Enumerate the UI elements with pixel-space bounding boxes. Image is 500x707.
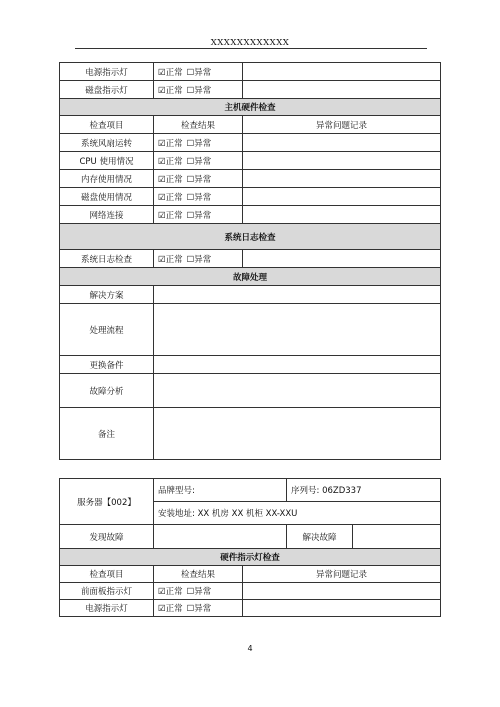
col-header-issue: 异常问题记录 [243,566,441,583]
abnormal-checkbox[interactable]: ☐异常 [186,210,212,221]
issue-record-cell[interactable] [243,206,441,224]
row-label-fault-analysis: 故障分析 [60,374,154,408]
table-row [60,286,441,304]
issue-record-cell[interactable] [243,170,441,188]
table-row [60,304,441,356]
abnormal-checkbox[interactable]: ☐异常 [186,138,212,149]
row-label-solve-fault: 解决故障 [287,525,353,549]
normal-checkbox[interactable]: ☑正常 [158,174,183,185]
fault-analysis-field[interactable] [154,374,441,408]
header-row [60,116,441,134]
row-label-system-log: 系统日志检查 [60,250,154,268]
row-label-front-panel-led: 前面板指示灯 [60,583,154,600]
table-row [60,408,441,460]
install-address-cell: 安装地址: XX 机房 XX 机柜 XX-XXU [154,502,441,525]
status-options[interactable] [154,583,243,600]
row-label-disk-usage: 磁盘使用情况 [60,188,154,206]
section-title-system-log: 系统日志检查 [60,224,441,250]
col-header-result: 检查结果 [154,116,243,134]
table-row [60,250,441,268]
found-fault-field[interactable] [154,525,287,549]
status-options[interactable] [154,81,243,99]
issue-record-cell[interactable] [243,583,441,600]
normal-checkbox[interactable]: ☑正常 [158,210,183,221]
status-options[interactable] [154,63,243,81]
issue-record-cell[interactable] [243,600,441,617]
row-label-cpu: CPU 使用情况 [60,152,154,170]
col-header-item: 检查项目 [60,566,154,583]
issue-record-cell[interactable] [243,188,441,206]
section-row [60,549,441,566]
table-row [60,206,441,224]
section-row [60,224,441,250]
table-row [60,134,441,152]
abnormal-checkbox[interactable]: ☐异常 [186,254,212,265]
section-title-hardware-led: 硬件指示灯检查 [60,549,441,566]
normal-checkbox[interactable]: ☑正常 [158,138,183,149]
table-row [60,479,441,502]
status-options[interactable] [154,250,243,268]
abnormal-checkbox[interactable]: ☐异常 [186,192,212,203]
abnormal-checkbox[interactable]: ☐异常 [186,156,212,167]
status-options[interactable] [154,206,243,224]
table-row [60,356,441,374]
table-row [60,374,441,408]
table-row [60,63,441,81]
table-row [60,525,441,549]
row-label-solution: 解决方案 [60,286,154,304]
row-label-memory: 内存使用情况 [60,170,154,188]
normal-checkbox[interactable]: ☑正常 [158,85,183,96]
note-field[interactable] [154,408,441,460]
header-row [60,566,441,583]
section-row [60,268,441,286]
status-options[interactable] [154,170,243,188]
row-label-disk-led: 磁盘指示灯 [60,81,154,99]
col-header-item: 检查项目 [60,116,154,134]
replace-parts-field[interactable] [154,356,441,374]
abnormal-checkbox[interactable]: ☐异常 [186,67,212,78]
col-header-result: 检查结果 [154,566,243,583]
inspection-table-2 [59,478,441,617]
row-label-power-led: 电源指示灯 [60,63,154,81]
status-options[interactable] [154,152,243,170]
table-row [60,81,441,99]
table-row [60,188,441,206]
abnormal-checkbox[interactable]: ☐异常 [186,85,212,96]
row-label-replace-parts: 更换备件 [60,356,154,374]
issue-record-cell[interactable] [243,152,441,170]
section-title-fault-handling: 故障处理 [60,268,441,286]
table-row [60,583,441,600]
status-options[interactable] [154,188,243,206]
row-label-network: 网络连接 [60,206,154,224]
abnormal-checkbox[interactable]: ☐异常 [186,174,212,185]
solve-fault-field[interactable] [353,525,441,549]
header-rule [75,48,427,49]
row-label-process: 处理流程 [60,304,154,356]
issue-record-cell[interactable] [243,81,441,99]
normal-checkbox[interactable]: ☑正常 [158,587,183,597]
table-row [60,152,441,170]
row-label-found-fault: 发现故障 [60,525,154,549]
server-label: 服务器【002】 [60,479,154,525]
row-label-power-led-2: 电源指示灯 [60,600,154,617]
normal-checkbox[interactable]: ☑正常 [158,67,183,78]
normal-checkbox[interactable]: ☑正常 [158,604,183,614]
section-row [60,99,441,116]
issue-record-cell[interactable] [243,134,441,152]
table-row [60,170,441,188]
issue-record-cell[interactable] [243,63,441,81]
solution-field[interactable] [154,286,441,304]
page-number: 4 [247,644,253,653]
normal-checkbox[interactable]: ☑正常 [158,254,183,265]
brand-model-cell: 品牌型号: [154,479,287,502]
normal-checkbox[interactable]: ☑正常 [158,192,183,203]
serial-number-cell: 序列号: 06ZD337 [287,479,441,502]
row-label-note: 备注 [60,408,154,460]
abnormal-checkbox[interactable]: ☐异常 [186,587,212,597]
col-header-issue: 异常问题记录 [243,116,441,134]
status-options[interactable] [154,600,243,617]
issue-record-cell[interactable] [243,250,441,268]
inspection-table-1 [59,62,441,460]
table-row [60,600,441,617]
normal-checkbox[interactable]: ☑正常 [158,156,183,167]
process-field[interactable] [154,304,441,356]
abnormal-checkbox[interactable]: ☐异常 [186,604,212,614]
row-label-fan: 系统风扇运转 [60,134,154,152]
status-options[interactable] [154,134,243,152]
page-header: XXXXXXXXXXXX [210,38,290,48]
section-title-host-hardware: 主机硬件检查 [60,99,441,116]
